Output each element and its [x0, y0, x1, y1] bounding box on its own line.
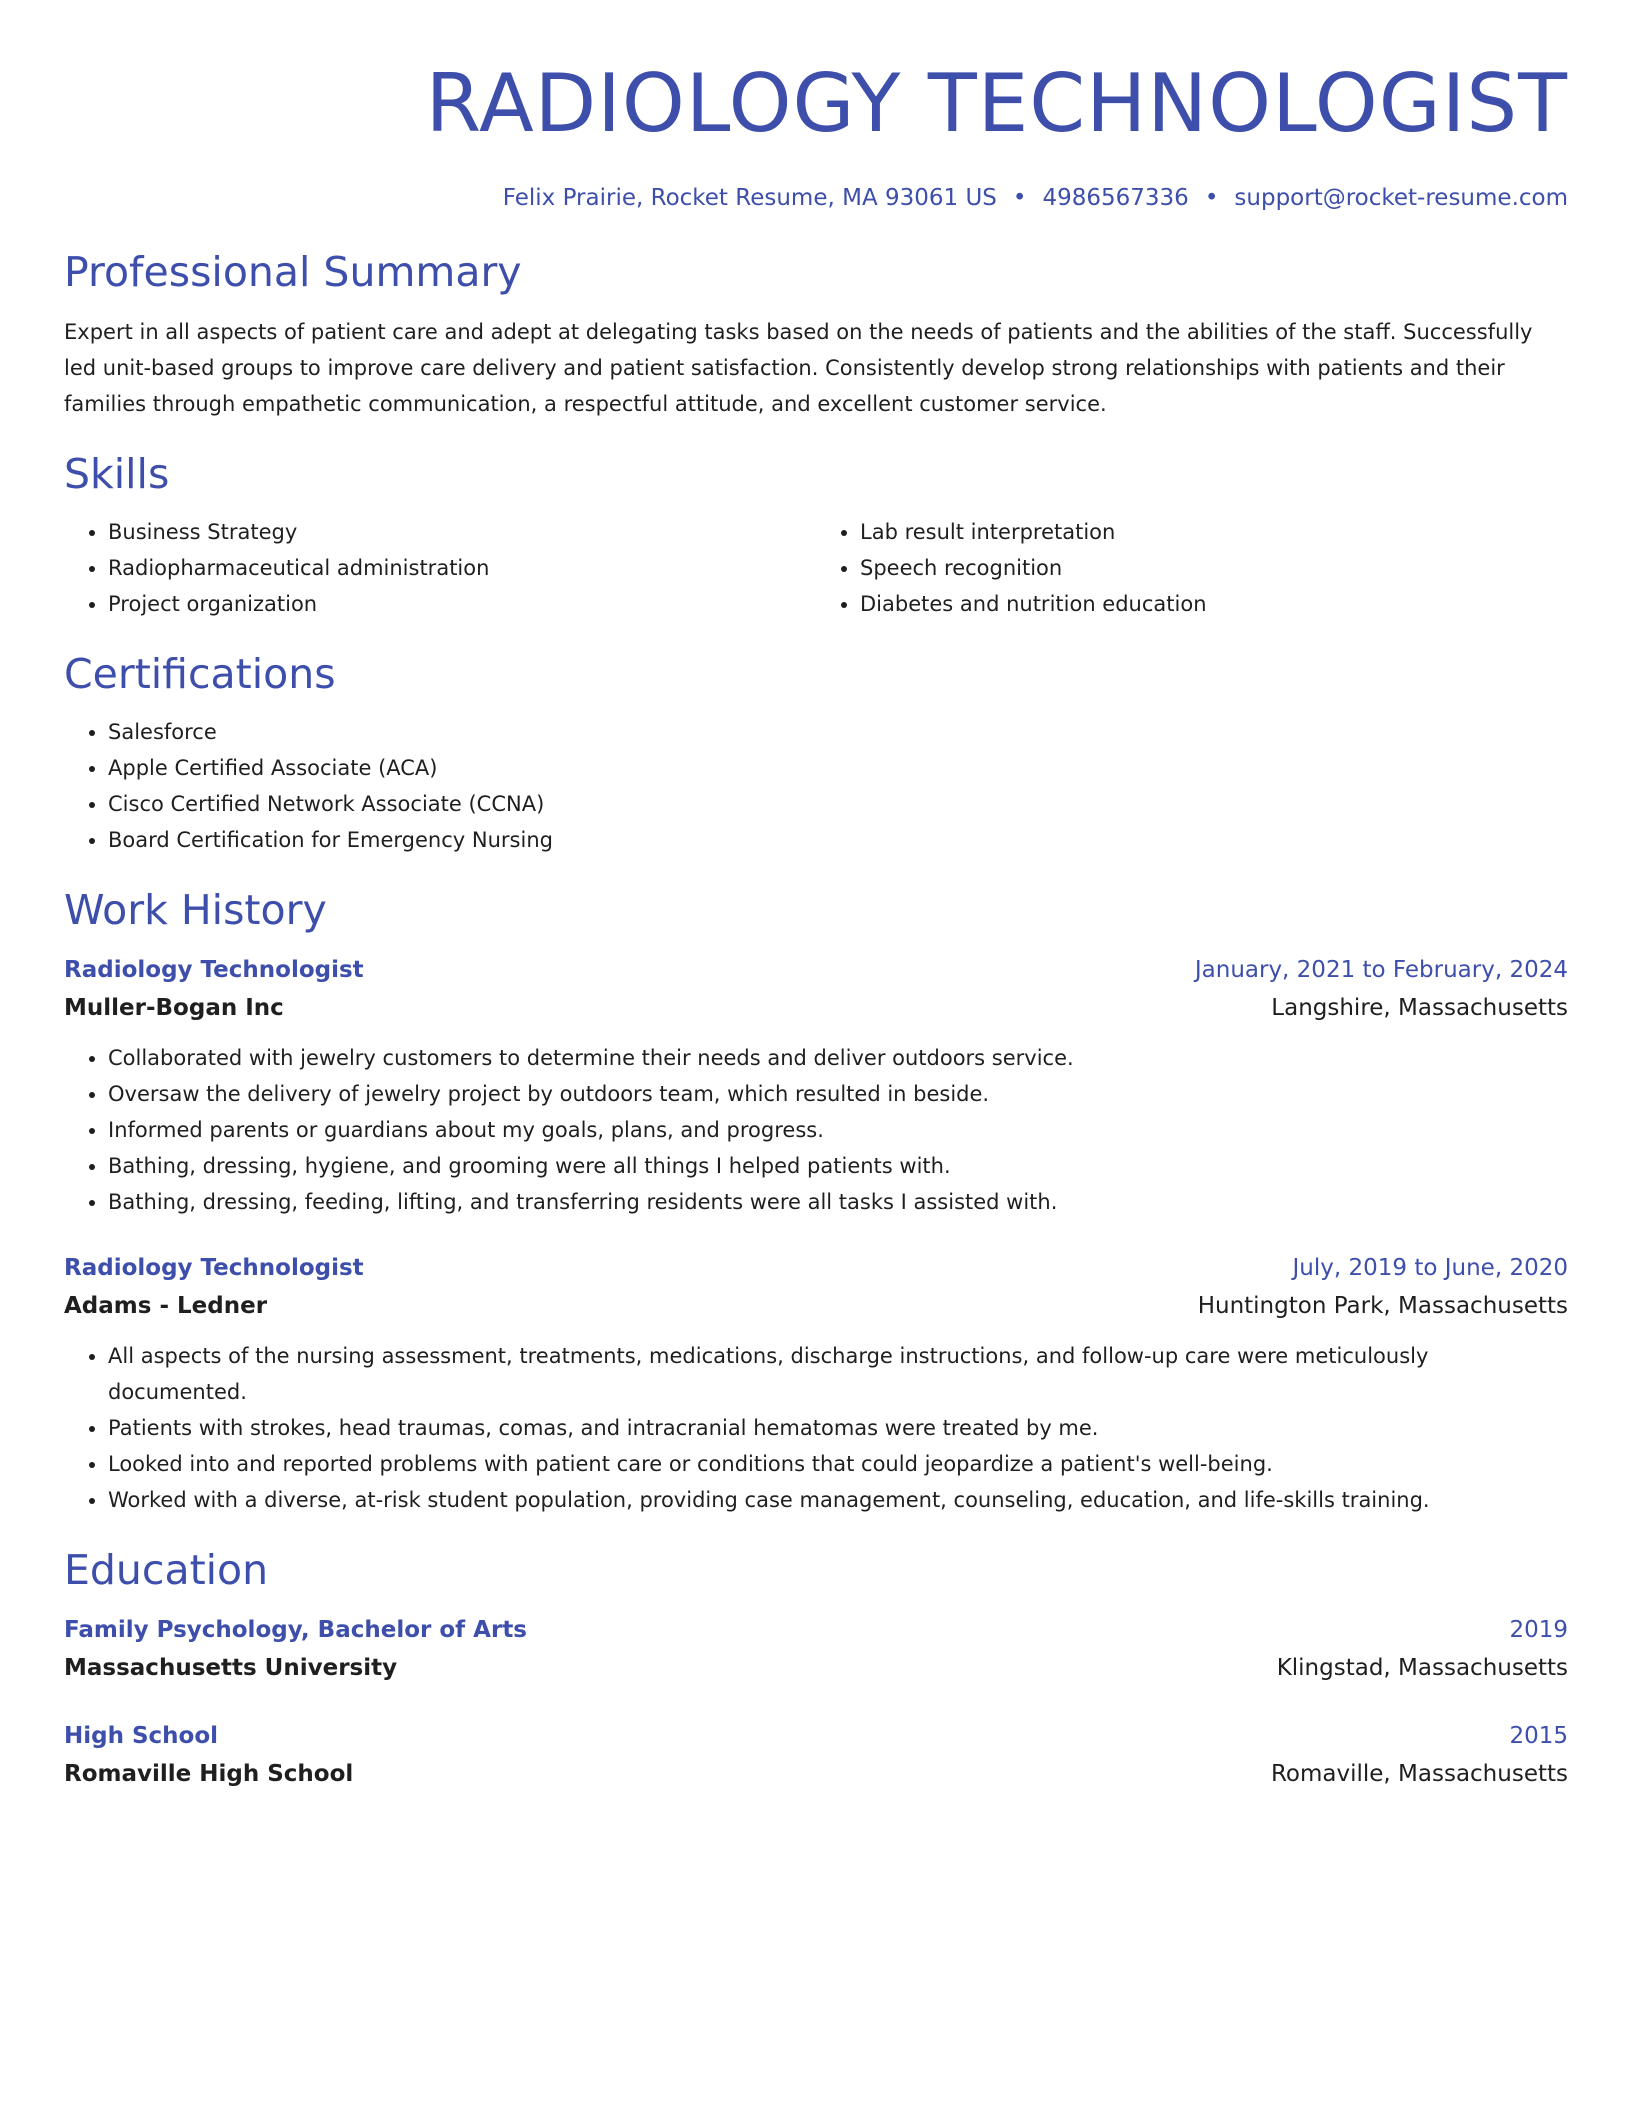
resume-name-heading: RADIOLOGY TECHNOLOGIST [425, 57, 1568, 150]
education-degree: Family Psychology, Bachelor of Arts [64, 1617, 527, 1643]
job-title: Radiology Technologist [64, 1255, 364, 1281]
education-location: Romaville, Massachusetts [1270, 1761, 1568, 1787]
job-bullet: • Looked into and reported problems with patient care or conditions that could jeopardize a patient's well-being. [108, 1446, 1568, 1482]
certifications-list [64, 714, 1568, 858]
job-company-row [64, 988, 1568, 1028]
job-location: Langshire, Massachusetts [1271, 995, 1568, 1021]
education-year: 2015 [1509, 1723, 1568, 1749]
education-entry [64, 1612, 1568, 1688]
job-company: Muller-Bogan Inc [64, 995, 284, 1021]
skill-item: • Radiopharmaceutical administration [108, 550, 816, 586]
skills-list-right [816, 514, 1568, 622]
job-bullet: • Informed parents or guardians about my goals, plans, and progress. [108, 1112, 1568, 1148]
certifications-heading: Certifications [64, 650, 336, 698]
skill-item: • Lab result interpretation [860, 514, 1568, 550]
contact-separator: • [1204, 185, 1219, 211]
job-bullets [64, 1040, 1568, 1220]
skills-section [64, 448, 1568, 622]
job-bullet: • Collaborated with jewelry customers to determine their needs and deliver outdoors service. [108, 1040, 1568, 1076]
job-bullet: • Patients with strokes, head traumas, comas, and intracranial hematomas were treated by me. [108, 1410, 1568, 1446]
job-bullet: • Worked with a diverse, at-risk student population, providing case management, counseling, education, and life-skills training. [108, 1482, 1568, 1518]
skills-heading: Skills [64, 450, 170, 498]
summary-heading: Professional Summary [64, 248, 522, 296]
skill-item: • Diabetes and nutrition education [860, 586, 1568, 622]
job-bullets [64, 1338, 1568, 1518]
skills-list-left [64, 514, 816, 622]
job-company-row [64, 1286, 1568, 1326]
contact-separator: • [1012, 185, 1027, 211]
contact-email: support@rocket-resume.com [1234, 185, 1568, 211]
education-degree-row [64, 1612, 1568, 1648]
education-school: Massachusetts University [64, 1655, 398, 1681]
certification-item: • Cisco Certified Network Associate (CCNA) [108, 786, 1568, 822]
job-entry [64, 1250, 1568, 1518]
job-dates: July, 2019 to June, 2020 [1292, 1255, 1568, 1281]
work-history-section [64, 884, 1568, 1518]
education-heading: Education [64, 1546, 269, 1594]
skill-item: • Business Strategy [108, 514, 816, 550]
job-entry [64, 952, 1568, 1220]
contact-address: Felix Prairie, Rocket Resume, MA 93061 US [502, 185, 997, 211]
education-degree-row [64, 1718, 1568, 1754]
education-degree: High School [64, 1723, 219, 1749]
certification-item: • Apple Certified Associate (ACA) [108, 750, 1568, 786]
job-company: Adams - Ledner [64, 1293, 268, 1319]
contact-line [64, 182, 1568, 214]
certification-item: • Salesforce [108, 714, 1568, 750]
job-dates: January, 2021 to February, 2024 [1194, 957, 1568, 983]
certification-item: • Board Certification for Emergency Nursing [108, 822, 1568, 858]
job-title: Radiology Technologist [64, 957, 364, 983]
job-bullet: • Oversaw the delivery of jewelry project by outdoors team, which resulted in beside. [108, 1076, 1568, 1112]
contact-phone: 4986567336 [1042, 185, 1189, 211]
education-section [64, 1544, 1568, 1794]
skills-columns [64, 514, 1568, 622]
certifications-section [64, 648, 1568, 858]
job-title-row [64, 1250, 1568, 1286]
education-year: 2019 [1509, 1617, 1568, 1643]
education-school-row [64, 1754, 1568, 1794]
education-school: Romaville High School [64, 1761, 354, 1787]
job-bullet: • All aspects of the nursing assessment, treatments, medications, discharge instructions, and follow-up care were meticulously documented. [108, 1338, 1568, 1410]
education-school-row [64, 1648, 1568, 1688]
summary-text: Expert in all aspects of patient care and adept at delegating tasks based on the needs of patients and the abilities of the staff. Successfully led unit-based groups to improve care delivery and patient satisfaction. Consistently develop strong relationships with patients and their families through empathetic communication, a respectful attitude, and excellent customer service. [64, 320, 1533, 416]
education-location: Klingstad, Massachusetts [1276, 1655, 1568, 1681]
skill-item: • Project organization [108, 586, 816, 622]
job-title-row [64, 952, 1568, 988]
work-history-heading: Work History [64, 886, 327, 934]
education-entry [64, 1718, 1568, 1794]
job-location: Huntington Park, Massachusetts [1197, 1293, 1568, 1319]
skill-item: • Speech recognition [860, 550, 1568, 586]
job-bullet: • Bathing, dressing, hygiene, and grooming were all things I helped patients with. [108, 1148, 1568, 1184]
job-bullet: • Bathing, dressing, feeding, lifting, and transferring residents were all tasks I assisted with. [108, 1184, 1568, 1220]
